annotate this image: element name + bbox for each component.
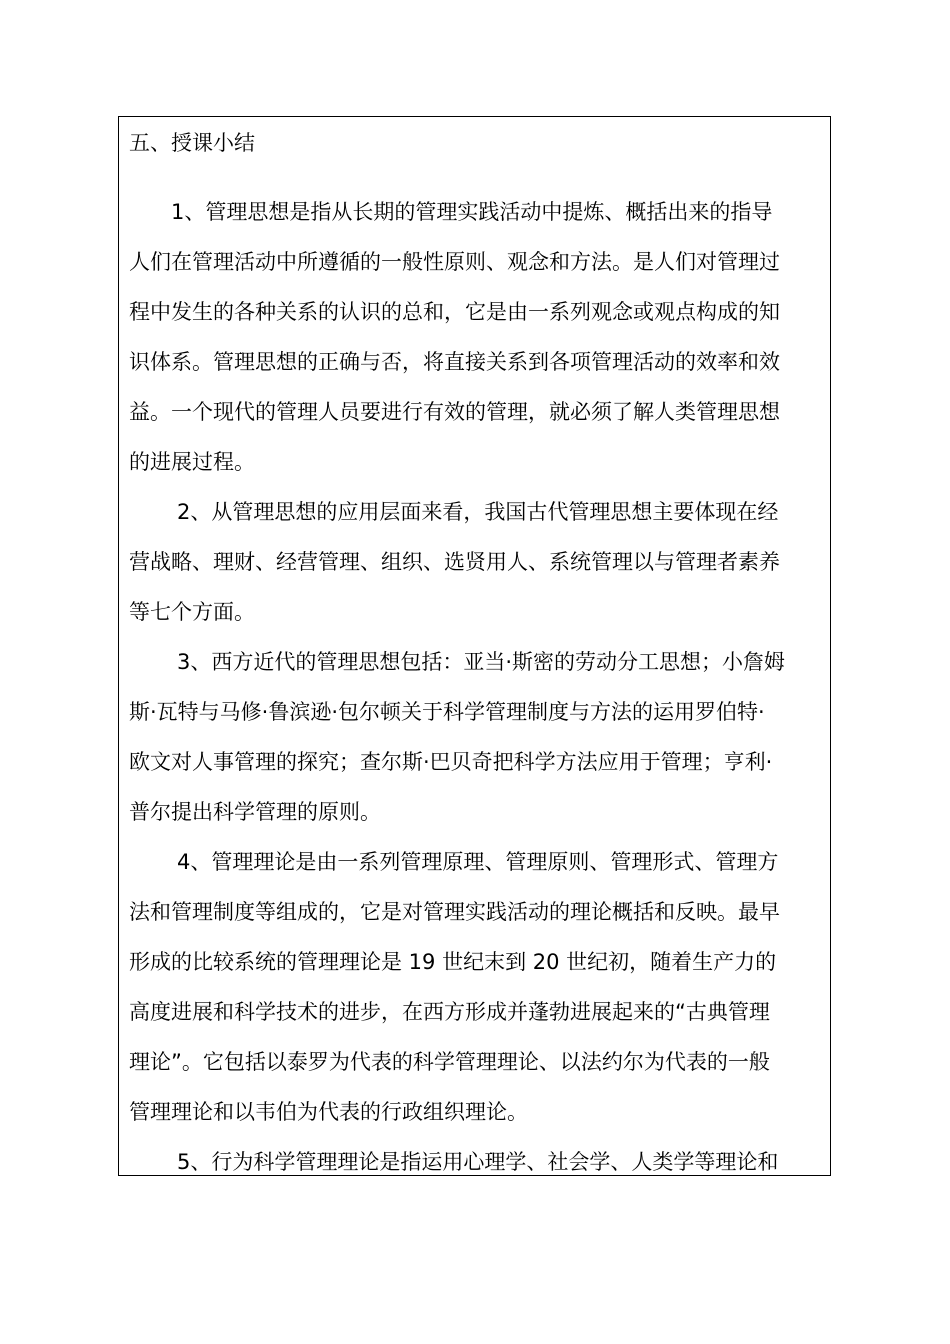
text-line: 斯·瓦特与马修·鲁滨逊·包尔顿关于科学管理制度与方法的运用罗伯特· [129, 700, 765, 724]
text-line: 法和管理制度等组成的，它是对管理实践活动的理论概括和反映。最早 [129, 900, 780, 924]
text-line: 形成的比较系统的管理理论是 19 世纪末到 20 世纪初，随着生产力的 [129, 950, 777, 974]
summary-body [129, 187, 825, 1176]
text-line: 理论”。它包括以泰罗为代表的科学管理理论、以法约尔为代表的一般 [129, 1050, 770, 1074]
text-line: 人们在管理活动中所遵循的一般性原则、观念和方法。是人们对管理过 [129, 250, 780, 274]
text-line: 普尔提出科学管理的原则。 [129, 800, 381, 824]
text-line: 3、西方近代的管理思想包括：亚当·斯密的劳动分工思想；小詹姆 [177, 650, 786, 674]
text-line: 识体系。管理思想的正确与否，将直接关系到各项管理活动的效率和效 [129, 350, 780, 374]
text-line: 管理理论和以韦伯为代表的行政组织理论。 [129, 1100, 528, 1124]
summary-table-cell [118, 116, 831, 1176]
section-heading: 五、授课小结 [129, 131, 255, 155]
text-line: 高度进展和科学技术的进步，在西方形成并蓬勃进展起来的“古典管理 [129, 1000, 770, 1024]
text-line: 等七个方面。 [129, 600, 255, 624]
text-line: 的进展过程。 [129, 450, 255, 474]
text-line: 5、行为科学管理理论是指运用心理学、社会学、人类学等理论和 [177, 1150, 779, 1174]
text-line: 程中发生的各种关系的认识的总和，它是由一系列观念或观点构成的知 [129, 300, 780, 324]
text-line: 4、管理理论是由一系列管理原理、管理原则、管理形式、管理方 [177, 850, 779, 874]
text-line: 2、从管理思想的应用层面来看，我国古代管理思想主要体现在经 [177, 500, 779, 524]
text-line: 1、管理思想是指从长期的管理实践活动中提炼、概括出来的指导 [171, 200, 773, 224]
text-line: 营战略、理财、经营管理、组织、选贤用人、系统管理以与管理者素养 [129, 550, 780, 574]
text-line: 益。一个现代的管理人员要进行有效的管理，就必须了解人类管理思想 [129, 400, 780, 424]
text-line: 欧文对人事管理的探究；查尔斯·巴贝奇把科学方法应用于管理；亨利· [129, 750, 773, 774]
